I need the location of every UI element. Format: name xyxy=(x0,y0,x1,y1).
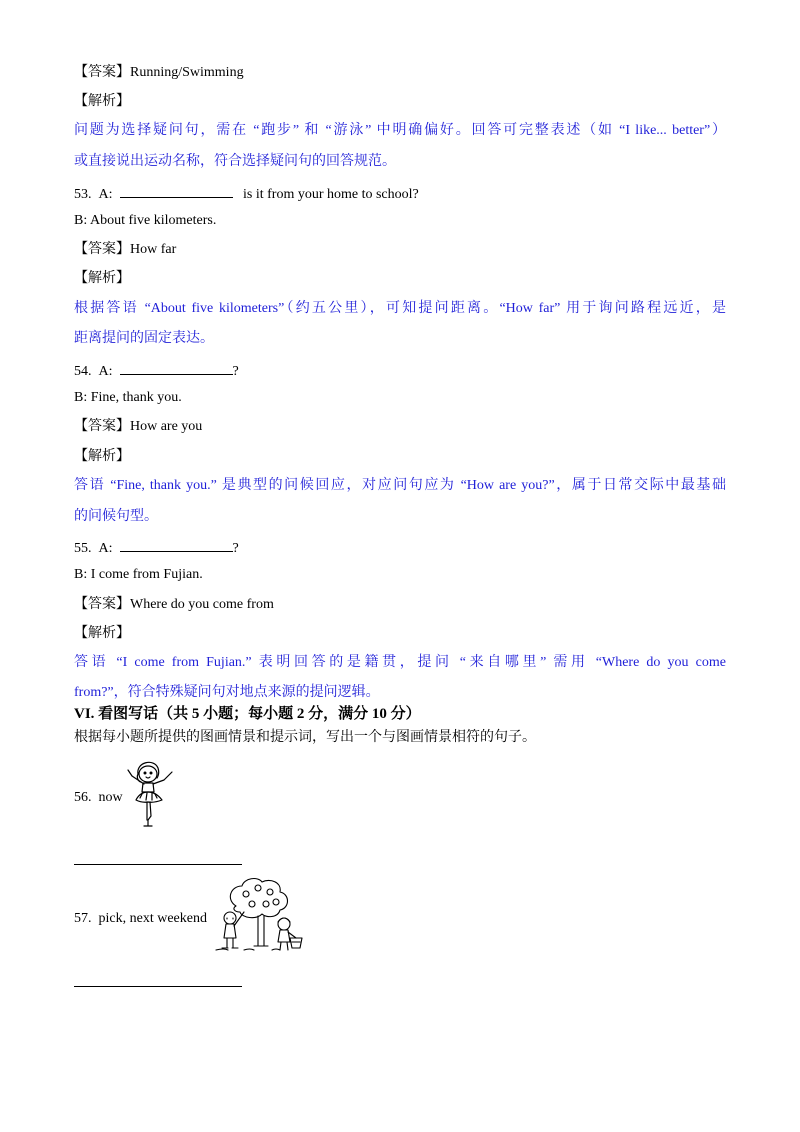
q54-answer-blank[interactable] xyxy=(120,360,233,375)
q55-answer: Where do you come from xyxy=(130,597,274,612)
q55-analysis-line2: from?”，符合特殊疑问句对地点来源的提问逻辑。 xyxy=(74,685,380,700)
q52-analysis-line2: 或直接说出运动名称，符合选择疑问句的回答规范。 xyxy=(74,154,396,169)
q54-question xyxy=(74,360,239,381)
q57-number: 57. xyxy=(74,911,92,926)
q55-answer-line xyxy=(74,596,274,614)
q53-number: 53. xyxy=(74,187,92,202)
q54-b-line: B: Fine, thank you. xyxy=(74,390,182,405)
q52-analysis-line1: 问题为选择疑问句，需在 “跑步” 和 “游泳” 中明确偏好。回答可完整表述（如 “I like... better”） xyxy=(74,123,726,138)
q56-number: 56. xyxy=(74,790,92,805)
q54-answer: How are you xyxy=(130,419,203,434)
q54-analysis-line1: 答语 “Fine, thank you.” 是典型的问候回应，对应问句应为 “How are you?”，属于日常交际中最基础 xyxy=(74,478,726,493)
q54-number: 54. xyxy=(74,364,92,379)
q54-analysis-tag: 【解析】 xyxy=(74,449,130,464)
q55-analysis-tag: 【解析】 xyxy=(74,626,130,641)
children-picking-apples-illustration xyxy=(214,876,304,952)
girl-dancing-illustration xyxy=(124,756,176,832)
q54-a-rest: ? xyxy=(232,364,239,379)
q56-prompt: now xyxy=(98,790,123,805)
answer-tag: 【答案】 xyxy=(74,597,130,612)
q53-answer-line xyxy=(74,241,176,259)
answer-tag: 【答案】 xyxy=(74,65,130,80)
section-title: VI. 看图写话（共 5 小题；每小题 2 分，满分 10 分） xyxy=(74,706,421,722)
q54-answer-line xyxy=(74,418,202,436)
q56-prompt-line xyxy=(74,789,123,807)
q55-answer-blank[interactable] xyxy=(120,537,233,552)
answer-tag: 【答案】 xyxy=(74,242,130,257)
q55-question xyxy=(74,537,239,558)
q52-answer: Running/Swimming xyxy=(130,65,244,80)
section-instruction: 根据每小题所提供的图画情景和提示词，写出一个与图画情景相符的句子。 xyxy=(74,730,536,745)
q53-b-line: B: About five kilometers. xyxy=(74,213,217,228)
q52-answer-line xyxy=(74,64,244,82)
q55-analysis-line1: 答语 “I come from Fujian.” 表明回答的是籍贯，提问 “来自哪里” 需用 “Where do you come xyxy=(74,655,726,670)
q57-prompt-line xyxy=(74,910,207,928)
q53-a-prefix: A: xyxy=(98,187,113,202)
q57-answer-line[interactable] xyxy=(74,986,242,987)
q54-analysis-line2: 的问候句型。 xyxy=(74,509,158,524)
q53-answer-blank[interactable] xyxy=(120,183,233,198)
q53-question xyxy=(74,183,419,204)
q53-analysis-line2: 距离提问的固定表达。 xyxy=(74,331,214,346)
q53-answer: How far xyxy=(130,242,177,257)
q56-answer-line[interactable] xyxy=(74,864,242,865)
q53-analysis-tag: 【解析】 xyxy=(74,271,130,286)
q57-prompt: pick, next weekend xyxy=(98,911,207,926)
q55-a-prefix: A: xyxy=(98,541,113,556)
q55-a-rest: ? xyxy=(232,541,239,556)
q55-b-line: B: I come from Fujian. xyxy=(74,567,203,582)
q55-number: 55. xyxy=(74,541,92,556)
q53-a-rest: is it from your home to school? xyxy=(243,187,419,202)
q54-a-prefix: A: xyxy=(98,364,113,379)
q53-analysis-line1: 根据答语 “About five kilometers”（约五公里），可知提问距离。“How far” 用于询问路程远近，是 xyxy=(74,301,726,316)
q52-analysis-tag: 【解析】 xyxy=(74,94,130,109)
answer-tag: 【答案】 xyxy=(74,419,130,434)
